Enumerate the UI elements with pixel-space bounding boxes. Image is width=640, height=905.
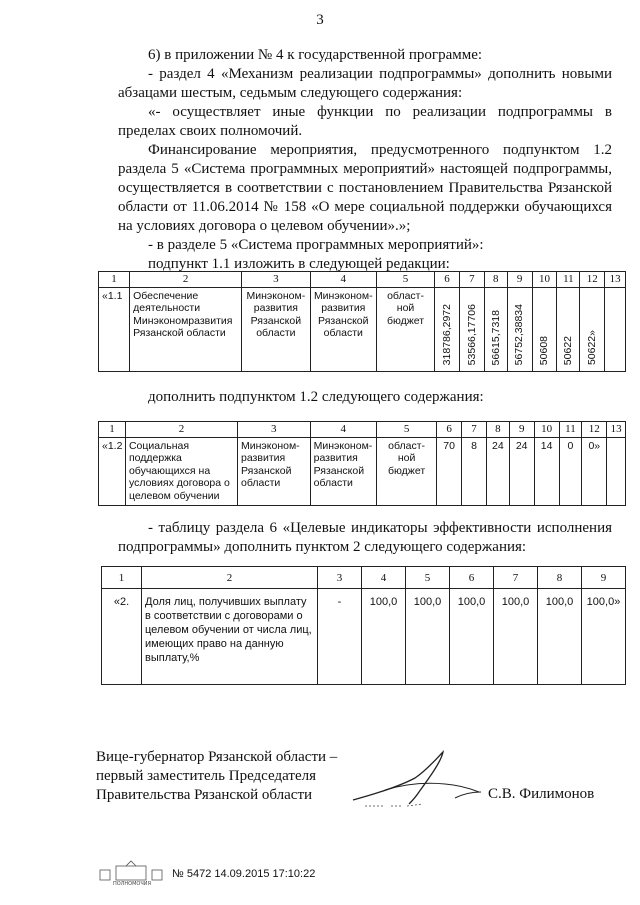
header-cell: 2 — [130, 272, 242, 288]
header-cell: 5 — [377, 422, 437, 438]
page-number: 3 — [316, 12, 324, 28]
value-cell: 24 — [509, 437, 534, 505]
paragraph-financing: Финансирование мероприятия, предусмотренного подпунктом 1.2 раздела 5 «Система программных мероприятий» настоящей подпрограммы, осуществляется в соответствии с постановлением Правительства Рязанской области от 11.06.2014 № 158 «О мере социальной поддержки обучающихся на условиях договора о целевом обучении».»; — [118, 142, 612, 234]
value-cell: 0 — [559, 437, 582, 505]
value-text: 318786,2972 — [440, 303, 453, 365]
header-cell: 8 — [484, 272, 507, 288]
funding-source: област-ной бюджет — [376, 287, 434, 371]
header-cell: 2 — [142, 567, 318, 589]
header-cell: 13 — [605, 272, 626, 288]
header-cell: 7 — [462, 422, 487, 438]
paragraph-section-4: - раздел 4 «Механизм реализации подпрограммы» дополнить новыми абзацами шестым, седьмым следующего содержания: — [118, 66, 612, 101]
header-cell: 3 — [318, 567, 362, 589]
logo-stamp — [96, 860, 168, 886]
partner: Минэконом-развития Рязанской области — [310, 287, 376, 371]
header-cell: 4 — [362, 567, 406, 589]
header-cell: 13 — [607, 422, 626, 438]
header-cell: 7 — [494, 567, 538, 589]
table-row — [99, 287, 626, 371]
header-cell: 7 — [459, 272, 484, 288]
header-cell: 11 — [557, 272, 580, 288]
table-indicators — [101, 566, 626, 685]
value-cell — [435, 287, 460, 371]
header-cell: 9 — [507, 272, 532, 288]
table-row — [102, 589, 626, 685]
activity-name: Обеспечение деятельности Минэкономразвития Рязанской области — [130, 287, 242, 371]
value-cell: 100,0» — [582, 589, 626, 685]
value-text: 56615,7318 — [489, 309, 502, 365]
header-cell: 12 — [580, 272, 605, 288]
header-cell: 11 — [559, 422, 582, 438]
value-cell — [532, 287, 557, 371]
signatory-name: С.В. Филимонов — [488, 786, 595, 802]
value-text: 50608 — [538, 335, 551, 365]
value-cell: 100,0 — [494, 589, 538, 685]
indicator-name: Доля лиц, получивших выплату в соответствии с договорами о целевом обучении от числа лиц, имеющих право на данную выплату,% — [142, 589, 318, 685]
value-text: 56752,38834 — [513, 303, 526, 365]
header-cell: 6 — [437, 422, 462, 438]
signature-title-line3: Правительства Рязанской области — [96, 787, 313, 803]
table-row — [99, 437, 626, 505]
paragraph-section-6: - таблицу раздела 6 «Целевые индикаторы эффективности исполнения подпрограммы» дополнить пунктом 2 следующего содержания: — [118, 520, 612, 555]
header-cell: 3 — [242, 272, 310, 288]
executor: Минэконом-развития Рязанской области — [238, 437, 311, 505]
table-subitem-1-2 — [98, 421, 626, 506]
signature-title-line2: первый заместитель Председателя — [96, 768, 316, 784]
paragraph-section-5: - в разделе 5 «Система программных мероприятий»: — [148, 237, 484, 253]
row-number: «1.2 — [99, 437, 126, 505]
value-cell: 100,0 — [450, 589, 494, 685]
funding-source: област-ной бюджет — [377, 437, 437, 505]
value-cell: 100,0 — [362, 589, 406, 685]
header-cell: 1 — [99, 422, 126, 438]
header-cell: 8 — [538, 567, 582, 589]
unit-cell: - — [318, 589, 362, 685]
header-cell: 10 — [534, 422, 559, 438]
header-cell: 3 — [238, 422, 311, 438]
header-cell: 1 — [99, 272, 130, 288]
header-cell: 9 — [509, 422, 534, 438]
value-cell — [484, 287, 507, 371]
header-cell: 5 — [406, 567, 450, 589]
logo-text: ПОЛНОМОЧИЯ — [112, 881, 152, 886]
value-cell — [507, 287, 532, 371]
value-cell — [580, 287, 605, 371]
paragraph-item-6: 6) в приложении № 4 к государственной программе: — [148, 47, 483, 63]
activity-name: Социальная поддержка обучающихся на условиях договора о целевом обучении — [125, 437, 237, 505]
value-cell: 70 — [437, 437, 462, 505]
header-cell: 1 — [102, 567, 142, 589]
value-cell: 8 — [462, 437, 487, 505]
signature-title-line1: Вице-губернатор Рязанской области – — [96, 749, 338, 765]
paragraph-subitem-1-2: дополнить подпунктом 1.2 следующего содержания: — [148, 389, 484, 405]
registration-stamp: № 5472 14.09.2015 17:10:22 — [172, 868, 316, 880]
header-cell: 2 — [125, 422, 237, 438]
value-cell — [459, 287, 484, 371]
empty-cell — [607, 437, 626, 505]
empty-cell — [605, 287, 626, 371]
header-cell: 8 — [486, 422, 509, 438]
value-cell: 100,0 — [538, 589, 582, 685]
header-cell: 10 — [532, 272, 557, 288]
value-cell — [557, 287, 580, 371]
executor: Минэконом-развития Рязанской области — [242, 287, 310, 371]
value-text: 50622» — [585, 329, 598, 365]
value-text: 50622 — [562, 335, 575, 365]
row-number: «2. — [102, 589, 142, 685]
value-cell: 14 — [534, 437, 559, 505]
header-cell: 6 — [435, 272, 460, 288]
table-subitem-1-1 — [98, 271, 626, 372]
handwritten-signature — [345, 748, 485, 810]
value-text: 53566,17706 — [465, 303, 478, 365]
header-cell: 4 — [310, 272, 376, 288]
header-cell: 9 — [582, 567, 626, 589]
paragraph-quote-functions: «- осуществляет иные функции по реализации подпрограммы в пределах своих полномочий. — [118, 104, 612, 139]
row-number: «1.1 — [99, 287, 130, 371]
value-cell: 0» — [582, 437, 607, 505]
header-cell: 6 — [450, 567, 494, 589]
header-cell: 4 — [310, 422, 376, 438]
value-cell: 100,0 — [406, 589, 450, 685]
paragraph-subitem-1-1: подпункт 1.1 изложить в следующей редакции: — [148, 256, 450, 272]
value-cell: 24 — [486, 437, 509, 505]
header-cell: 5 — [376, 272, 434, 288]
header-cell: 12 — [582, 422, 607, 438]
partner: Минэконом-развития Рязанской области — [310, 437, 376, 505]
